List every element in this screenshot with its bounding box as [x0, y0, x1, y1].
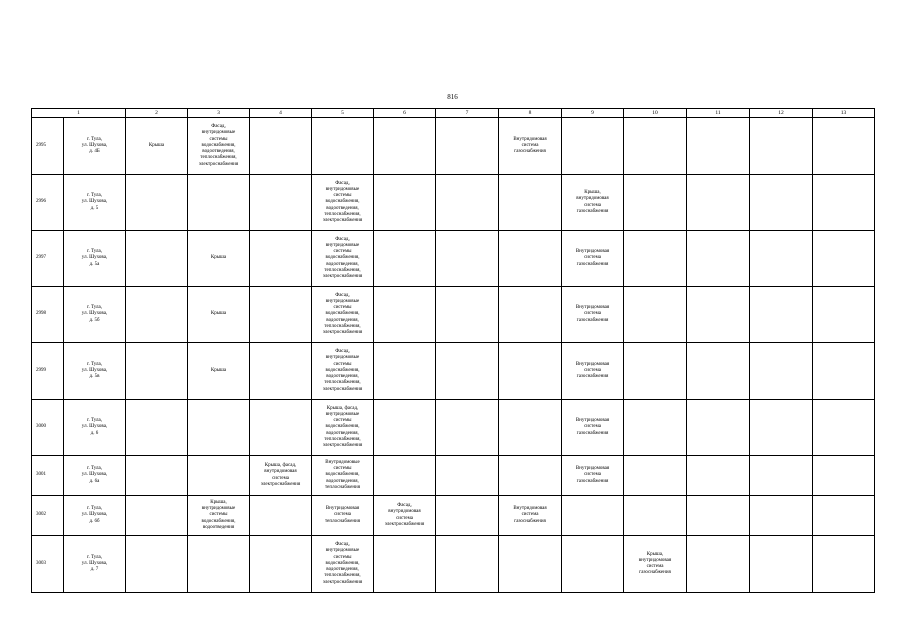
table-cell: г. Тула, ул. Шухова, д. 7 [64, 536, 126, 593]
table-cell: Крыша [188, 343, 250, 400]
table-cell [126, 343, 188, 400]
table-cell: Крыша [126, 118, 188, 175]
table-cell [312, 118, 374, 175]
table-cell [499, 343, 562, 400]
table-cell [436, 287, 499, 343]
table-cell: Фасад, внутридомовые системы водоснабжения, водоотведения, теплоснабжения, электроснабжения [312, 287, 374, 343]
table-cell: Крыша, внутридомовые системы водоснабжения, водоотведения [188, 496, 250, 536]
table-cell [499, 175, 562, 231]
table-cell: Внутридомовая система газоснабжения [499, 118, 562, 175]
table-cell [750, 536, 813, 593]
table-cell [250, 231, 312, 287]
table-cell: Внутридомовая система теплоснабжения [312, 496, 374, 536]
table-cell [750, 496, 813, 536]
table-cell [374, 343, 436, 400]
table-cell [750, 343, 813, 400]
table-cell [687, 536, 750, 593]
table-cell [813, 456, 875, 496]
table-cell [499, 536, 562, 593]
table-row [32, 118, 875, 175]
table-cell [813, 496, 875, 536]
table-cell: Фасад, внутридомовые системы водоснабжения, водоотведения, теплоснабжения, электроснабжения [312, 231, 374, 287]
column-header: 1 [32, 109, 126, 118]
table-cell [250, 536, 312, 593]
table-cell [813, 231, 875, 287]
table-cell [374, 231, 436, 287]
table-cell [562, 536, 624, 593]
table-cell [687, 496, 750, 536]
table-cell: Внутридомовая система газоснабжения [562, 400, 624, 456]
row-number: 2998 [32, 287, 64, 343]
table-cell [687, 118, 750, 175]
table-cell [813, 118, 875, 175]
table-cell: г. Тула, ул. Шухова, д. 5в [64, 343, 126, 400]
table-cell [250, 287, 312, 343]
row-number: 2996 [32, 175, 64, 231]
table-cell [687, 343, 750, 400]
column-header: 3 [188, 109, 250, 118]
table-cell [750, 456, 813, 496]
table-cell: Фасад, внутридомовая система электроснабжения [374, 496, 436, 536]
table-cell [374, 118, 436, 175]
table-cell [750, 231, 813, 287]
table-row [32, 343, 875, 400]
column-header: 6 [374, 109, 436, 118]
table-cell [436, 118, 499, 175]
page-number: 816 [447, 93, 458, 101]
table-cell [436, 496, 499, 536]
column-header: 13 [813, 109, 875, 118]
table-cell: г. Тула, ул. Шухова, д. 6б [64, 496, 126, 536]
table-cell: Внутридомовая система газоснабжения [562, 287, 624, 343]
column-header: 10 [624, 109, 687, 118]
table-cell [624, 400, 687, 456]
table-cell [126, 536, 188, 593]
row-number: 3002 [32, 496, 64, 536]
table-cell [374, 400, 436, 456]
column-header: 2 [126, 109, 188, 118]
table-cell [436, 456, 499, 496]
table-cell: Фасад, внутридомовые системы водоснабжения, водоотведения, теплоснабжения, электроснабжения [188, 118, 250, 175]
column-header: 8 [499, 109, 562, 118]
table-cell [813, 175, 875, 231]
row-number: 3003 [32, 536, 64, 593]
table-cell: г. Тула, ул. Шухова, д. 5а [64, 231, 126, 287]
table-cell [436, 400, 499, 456]
table-cell [188, 456, 250, 496]
table-cell: г. Тула, ул. Шухова, д. 5 [64, 175, 126, 231]
table-cell [499, 231, 562, 287]
table-cell [750, 400, 813, 456]
table-cell [126, 287, 188, 343]
table-cell [250, 175, 312, 231]
table-cell [250, 118, 312, 175]
table-cell: г. Тула, ул. Шухова, д. 6 [64, 400, 126, 456]
table-cell: Внутридомовая система газоснабжения [562, 456, 624, 496]
table-cell [750, 175, 813, 231]
table-row [32, 231, 875, 287]
table-cell: г. Тула, ул. Шухова, д. 5б [64, 287, 126, 343]
table-cell [750, 287, 813, 343]
row-number: 2997 [32, 231, 64, 287]
table-cell: Фасад, внутридомовые системы водоснабжения, водоотведения, теплоснабжения, электроснабжения [312, 536, 374, 593]
table-cell: Крыша, фасад, внутридомовые системы водоснабжения, водоотведения, теплоснабжения, электроснабжения [312, 400, 374, 456]
table-cell [624, 287, 687, 343]
table-cell [687, 400, 750, 456]
table-cell [687, 231, 750, 287]
table-cell [687, 287, 750, 343]
table-cell [750, 118, 813, 175]
table-cell [499, 456, 562, 496]
table-cell [813, 536, 875, 593]
table-cell [436, 536, 499, 593]
table-cell: Крыша, внутридомовая система газоснабжения [624, 536, 687, 593]
table-cell [624, 175, 687, 231]
table-cell: Крыша [188, 287, 250, 343]
table-cell: Крыша, фасад, внутридомовая система электроснабжения [250, 456, 312, 496]
table-row [32, 400, 875, 456]
table-cell [624, 231, 687, 287]
row-number: 2995 [32, 118, 64, 175]
table-cell [126, 175, 188, 231]
table-cell [250, 343, 312, 400]
table-cell [687, 175, 750, 231]
table-cell: Внутридомовые системы водоснабжения, водоотведения, теплоснабжения [312, 456, 374, 496]
table-cell [813, 287, 875, 343]
table-cell [126, 400, 188, 456]
table-row [32, 536, 875, 593]
table-cell [624, 343, 687, 400]
row-number: 3000 [32, 400, 64, 456]
table-cell: Внутридомовая система газоснабжения [562, 231, 624, 287]
table-cell [250, 496, 312, 536]
column-header: 4 [250, 109, 312, 118]
table-cell: Крыша, внутридомовая система газоснабжения [562, 175, 624, 231]
row-number: 2999 [32, 343, 64, 400]
table-cell: Внутридомовая система газоснабжения [499, 496, 562, 536]
table-cell: г. Тула, ул. Шухова, д. 6а [64, 456, 126, 496]
table-cell [624, 118, 687, 175]
table-cell [188, 536, 250, 593]
table-row [32, 287, 875, 343]
table-cell [374, 287, 436, 343]
table-cell [436, 231, 499, 287]
table-cell [813, 343, 875, 400]
column-header: 11 [687, 109, 750, 118]
table-cell [250, 400, 312, 456]
table-cell [562, 118, 624, 175]
table-cell [126, 231, 188, 287]
table-cell: г. Тула, ул. Шухова, д. 4Б [64, 118, 126, 175]
row-number: 3001 [32, 456, 64, 496]
table-cell: Фасад, внутридомовые системы водоснабжения, водоотведения, теплоснабжения, электроснабжения [312, 175, 374, 231]
table-cell: Внутридомовая система газоснабжения [562, 343, 624, 400]
table-cell [624, 456, 687, 496]
table-cell [374, 456, 436, 496]
table-cell [436, 175, 499, 231]
table-cell [436, 343, 499, 400]
table-cell [624, 496, 687, 536]
table-cell: Крыша [188, 231, 250, 287]
column-header: 12 [750, 109, 813, 118]
table-cell [188, 400, 250, 456]
column-header: 9 [562, 109, 624, 118]
column-header: 5 [312, 109, 374, 118]
table-cell [562, 496, 624, 536]
table-cell [126, 456, 188, 496]
table-cell [374, 536, 436, 593]
table-cell [687, 456, 750, 496]
column-header: 7 [436, 109, 499, 118]
table-row [32, 175, 875, 231]
table-row [32, 456, 875, 496]
repair-schedule-table [31, 108, 875, 593]
table-cell [813, 400, 875, 456]
header-row [32, 109, 875, 118]
table-cell: Фасад, внутридомовые системы водоснабжения, водоотведения, теплоснабжения, электроснабжения [312, 343, 374, 400]
table-cell [374, 175, 436, 231]
table-row [32, 496, 875, 536]
table-cell [499, 287, 562, 343]
table-cell [188, 175, 250, 231]
table-cell [499, 400, 562, 456]
table-cell [126, 496, 188, 536]
